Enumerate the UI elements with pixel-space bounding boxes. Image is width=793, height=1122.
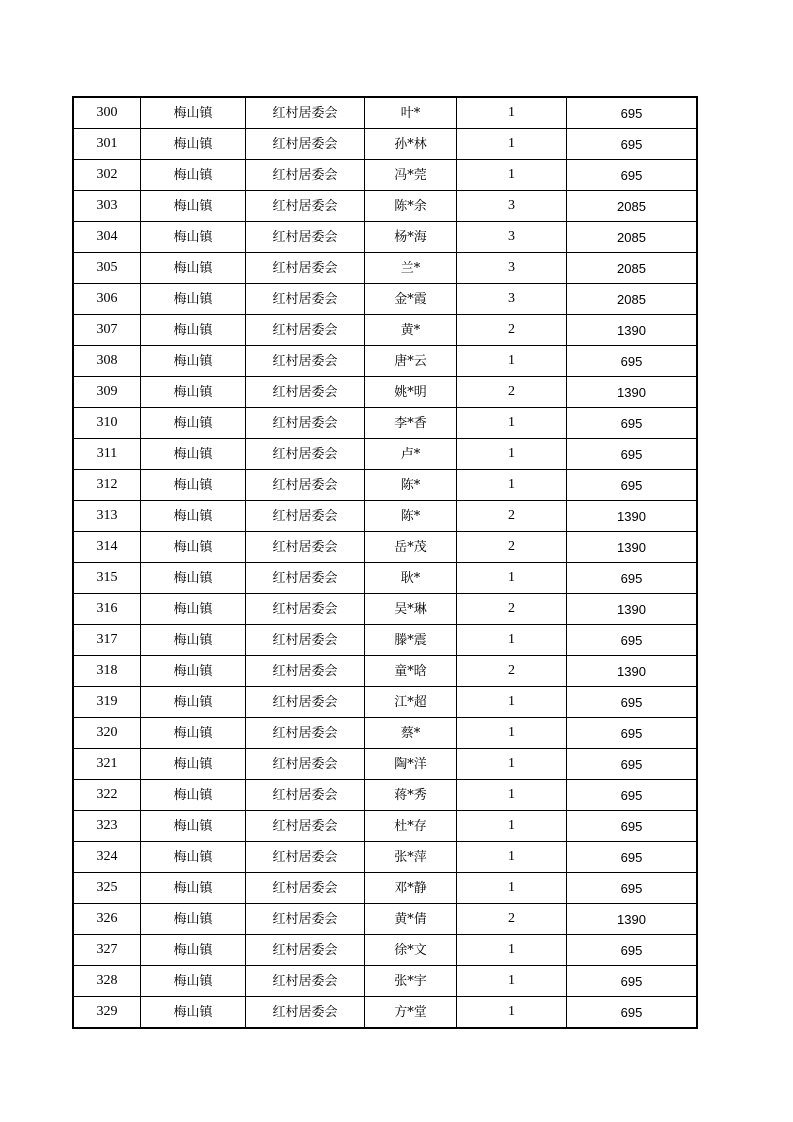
table-row xyxy=(73,315,697,346)
cell-committee: 红村居委会 xyxy=(246,253,365,284)
cell-amount: 2085 xyxy=(567,222,698,253)
cell-committee: 红村居委会 xyxy=(246,873,365,904)
cell-seq: 315 xyxy=(73,563,141,594)
cell-name: 叶* xyxy=(365,97,457,129)
table-row xyxy=(73,966,697,997)
cell-amount: 695 xyxy=(567,625,698,656)
cell-town: 梅山镇 xyxy=(141,377,246,408)
cell-amount: 1390 xyxy=(567,501,698,532)
cell-household-count: 3 xyxy=(457,222,567,253)
cell-household-count: 1 xyxy=(457,780,567,811)
table-row xyxy=(73,253,697,284)
cell-committee: 红村居委会 xyxy=(246,625,365,656)
table-row xyxy=(73,129,697,160)
cell-committee: 红村居委会 xyxy=(246,842,365,873)
cell-seq: 300 xyxy=(73,97,141,129)
cell-amount: 695 xyxy=(567,811,698,842)
cell-household-count: 1 xyxy=(457,935,567,966)
cell-name: 黄* xyxy=(365,315,457,346)
table-row xyxy=(73,470,697,501)
cell-household-count: 1 xyxy=(457,346,567,377)
cell-household-count: 2 xyxy=(457,656,567,687)
cell-amount: 695 xyxy=(567,160,698,191)
cell-town: 梅山镇 xyxy=(141,718,246,749)
table-row xyxy=(73,904,697,935)
cell-name: 孙*林 xyxy=(365,129,457,160)
table-row xyxy=(73,594,697,625)
cell-name: 岳*茂 xyxy=(365,532,457,563)
cell-name: 方*堂 xyxy=(365,997,457,1029)
table-row xyxy=(73,625,697,656)
table-row xyxy=(73,191,697,222)
cell-seq: 329 xyxy=(73,997,141,1029)
cell-household-count: 1 xyxy=(457,749,567,780)
cell-seq: 307 xyxy=(73,315,141,346)
cell-town: 梅山镇 xyxy=(141,749,246,780)
cell-amount: 2085 xyxy=(567,284,698,315)
cell-amount: 1390 xyxy=(567,532,698,563)
cell-household-count: 1 xyxy=(457,408,567,439)
cell-town: 梅山镇 xyxy=(141,656,246,687)
cell-name: 蔡* xyxy=(365,718,457,749)
cell-town: 梅山镇 xyxy=(141,160,246,191)
table-row xyxy=(73,749,697,780)
cell-household-count: 3 xyxy=(457,253,567,284)
cell-household-count: 1 xyxy=(457,97,567,129)
cell-amount: 2085 xyxy=(567,253,698,284)
cell-name: 杜*存 xyxy=(365,811,457,842)
cell-town: 梅山镇 xyxy=(141,408,246,439)
table-row xyxy=(73,718,697,749)
cell-amount: 1390 xyxy=(567,377,698,408)
cell-committee: 红村居委会 xyxy=(246,222,365,253)
cell-name: 张*宇 xyxy=(365,966,457,997)
cell-town: 梅山镇 xyxy=(141,470,246,501)
cell-household-count: 2 xyxy=(457,377,567,408)
cell-name: 陈* xyxy=(365,470,457,501)
cell-household-count: 2 xyxy=(457,501,567,532)
cell-name: 黄*倩 xyxy=(365,904,457,935)
cell-name: 江*超 xyxy=(365,687,457,718)
cell-town: 梅山镇 xyxy=(141,687,246,718)
cell-household-count: 1 xyxy=(457,811,567,842)
cell-amount: 695 xyxy=(567,935,698,966)
cell-seq: 323 xyxy=(73,811,141,842)
cell-committee: 红村居委会 xyxy=(246,408,365,439)
cell-amount: 695 xyxy=(567,997,698,1029)
cell-household-count: 3 xyxy=(457,284,567,315)
cell-town: 梅山镇 xyxy=(141,842,246,873)
cell-committee: 红村居委会 xyxy=(246,501,365,532)
cell-name: 滕*震 xyxy=(365,625,457,656)
cell-household-count: 1 xyxy=(457,718,567,749)
cell-seq: 301 xyxy=(73,129,141,160)
cell-seq: 302 xyxy=(73,160,141,191)
cell-seq: 320 xyxy=(73,718,141,749)
cell-seq: 306 xyxy=(73,284,141,315)
table-row xyxy=(73,997,697,1029)
cell-committee: 红村居委会 xyxy=(246,160,365,191)
cell-committee: 红村居委会 xyxy=(246,346,365,377)
cell-town: 梅山镇 xyxy=(141,935,246,966)
cell-amount: 695 xyxy=(567,873,698,904)
cell-name: 卢* xyxy=(365,439,457,470)
cell-committee: 红村居委会 xyxy=(246,377,365,408)
cell-seq: 309 xyxy=(73,377,141,408)
cell-town: 梅山镇 xyxy=(141,563,246,594)
cell-seq: 325 xyxy=(73,873,141,904)
cell-name: 陈* xyxy=(365,501,457,532)
cell-seq: 316 xyxy=(73,594,141,625)
cell-name: 耿* xyxy=(365,563,457,594)
table-row xyxy=(73,97,697,129)
cell-town: 梅山镇 xyxy=(141,811,246,842)
cell-household-count: 2 xyxy=(457,532,567,563)
cell-seq: 328 xyxy=(73,966,141,997)
cell-town: 梅山镇 xyxy=(141,780,246,811)
cell-town: 梅山镇 xyxy=(141,594,246,625)
cell-name: 杨*海 xyxy=(365,222,457,253)
cell-town: 梅山镇 xyxy=(141,439,246,470)
cell-name: 童*晗 xyxy=(365,656,457,687)
cell-committee: 红村居委会 xyxy=(246,811,365,842)
table-row xyxy=(73,439,697,470)
cell-amount: 2085 xyxy=(567,191,698,222)
table-row xyxy=(73,501,697,532)
cell-amount: 1390 xyxy=(567,656,698,687)
cell-amount: 695 xyxy=(567,687,698,718)
cell-household-count: 1 xyxy=(457,997,567,1029)
cell-committee: 红村居委会 xyxy=(246,470,365,501)
cell-committee: 红村居委会 xyxy=(246,594,365,625)
cell-name: 陈*余 xyxy=(365,191,457,222)
cell-town: 梅山镇 xyxy=(141,315,246,346)
table-row xyxy=(73,935,697,966)
table-row xyxy=(73,811,697,842)
cell-household-count: 1 xyxy=(457,439,567,470)
cell-seq: 311 xyxy=(73,439,141,470)
cell-seq: 319 xyxy=(73,687,141,718)
cell-household-count: 2 xyxy=(457,315,567,346)
cell-committee: 红村居委会 xyxy=(246,97,365,129)
cell-committee: 红村居委会 xyxy=(246,749,365,780)
cell-amount: 695 xyxy=(567,718,698,749)
cell-name: 李*香 xyxy=(365,408,457,439)
cell-town: 梅山镇 xyxy=(141,222,246,253)
cell-committee: 红村居委会 xyxy=(246,935,365,966)
cell-name: 陶*洋 xyxy=(365,749,457,780)
cell-seq: 313 xyxy=(73,501,141,532)
cell-household-count: 1 xyxy=(457,687,567,718)
cell-household-count: 2 xyxy=(457,594,567,625)
cell-amount: 695 xyxy=(567,842,698,873)
table-row xyxy=(73,532,697,563)
cell-town: 梅山镇 xyxy=(141,284,246,315)
cell-town: 梅山镇 xyxy=(141,532,246,563)
cell-amount: 695 xyxy=(567,408,698,439)
table-row xyxy=(73,780,697,811)
cell-seq: 308 xyxy=(73,346,141,377)
cell-committee: 红村居委会 xyxy=(246,129,365,160)
cell-committee: 红村居委会 xyxy=(246,718,365,749)
cell-amount: 695 xyxy=(567,966,698,997)
cell-town: 梅山镇 xyxy=(141,97,246,129)
cell-town: 梅山镇 xyxy=(141,191,246,222)
cell-amount: 1390 xyxy=(567,594,698,625)
cell-seq: 317 xyxy=(73,625,141,656)
cell-household-count: 3 xyxy=(457,191,567,222)
table-row xyxy=(73,222,697,253)
cell-name: 张*萍 xyxy=(365,842,457,873)
records-table-body xyxy=(73,97,697,1028)
cell-seq: 322 xyxy=(73,780,141,811)
cell-town: 梅山镇 xyxy=(141,129,246,160)
table-row xyxy=(73,842,697,873)
table-row xyxy=(73,408,697,439)
cell-amount: 695 xyxy=(567,346,698,377)
cell-committee: 红村居委会 xyxy=(246,997,365,1029)
cell-household-count: 1 xyxy=(457,563,567,594)
cell-town: 梅山镇 xyxy=(141,253,246,284)
cell-seq: 305 xyxy=(73,253,141,284)
cell-name: 姚*明 xyxy=(365,377,457,408)
cell-seq: 303 xyxy=(73,191,141,222)
cell-committee: 红村居委会 xyxy=(246,966,365,997)
cell-committee: 红村居委会 xyxy=(246,191,365,222)
cell-name: 徐*文 xyxy=(365,935,457,966)
cell-amount: 695 xyxy=(567,129,698,160)
cell-household-count: 1 xyxy=(457,160,567,191)
cell-seq: 304 xyxy=(73,222,141,253)
cell-household-count: 2 xyxy=(457,904,567,935)
cell-town: 梅山镇 xyxy=(141,625,246,656)
cell-household-count: 1 xyxy=(457,966,567,997)
cell-seq: 310 xyxy=(73,408,141,439)
cell-town: 梅山镇 xyxy=(141,997,246,1029)
cell-amount: 695 xyxy=(567,470,698,501)
cell-name: 兰* xyxy=(365,253,457,284)
cell-name: 金*霞 xyxy=(365,284,457,315)
table-row xyxy=(73,346,697,377)
table-row xyxy=(73,687,697,718)
cell-committee: 红村居委会 xyxy=(246,532,365,563)
cell-household-count: 1 xyxy=(457,873,567,904)
table-row xyxy=(73,873,697,904)
table-row xyxy=(73,563,697,594)
records-table xyxy=(72,96,698,1029)
table-row xyxy=(73,160,697,191)
cell-household-count: 1 xyxy=(457,129,567,160)
cell-amount: 695 xyxy=(567,780,698,811)
cell-seq: 318 xyxy=(73,656,141,687)
cell-seq: 327 xyxy=(73,935,141,966)
cell-committee: 红村居委会 xyxy=(246,563,365,594)
cell-seq: 326 xyxy=(73,904,141,935)
cell-seq: 324 xyxy=(73,842,141,873)
cell-household-count: 1 xyxy=(457,470,567,501)
cell-town: 梅山镇 xyxy=(141,966,246,997)
table-row xyxy=(73,656,697,687)
cell-amount: 1390 xyxy=(567,315,698,346)
cell-committee: 红村居委会 xyxy=(246,904,365,935)
cell-committee: 红村居委会 xyxy=(246,315,365,346)
cell-town: 梅山镇 xyxy=(141,904,246,935)
cell-name: 唐*云 xyxy=(365,346,457,377)
cell-town: 梅山镇 xyxy=(141,346,246,377)
cell-committee: 红村居委会 xyxy=(246,656,365,687)
cell-seq: 321 xyxy=(73,749,141,780)
cell-amount: 695 xyxy=(567,749,698,780)
table-row xyxy=(73,377,697,408)
cell-household-count: 1 xyxy=(457,842,567,873)
cell-committee: 红村居委会 xyxy=(246,780,365,811)
cell-amount: 695 xyxy=(567,563,698,594)
cell-town: 梅山镇 xyxy=(141,873,246,904)
cell-amount: 1390 xyxy=(567,904,698,935)
cell-seq: 312 xyxy=(73,470,141,501)
cell-name: 冯*莞 xyxy=(365,160,457,191)
table-row xyxy=(73,284,697,315)
cell-amount: 695 xyxy=(567,439,698,470)
cell-seq: 314 xyxy=(73,532,141,563)
cell-name: 吴*琳 xyxy=(365,594,457,625)
cell-town: 梅山镇 xyxy=(141,501,246,532)
cell-committee: 红村居委会 xyxy=(246,284,365,315)
cell-household-count: 1 xyxy=(457,625,567,656)
cell-name: 蒋*秀 xyxy=(365,780,457,811)
cell-name: 邓*静 xyxy=(365,873,457,904)
cell-amount: 695 xyxy=(567,97,698,129)
cell-committee: 红村居委会 xyxy=(246,687,365,718)
cell-committee: 红村居委会 xyxy=(246,439,365,470)
